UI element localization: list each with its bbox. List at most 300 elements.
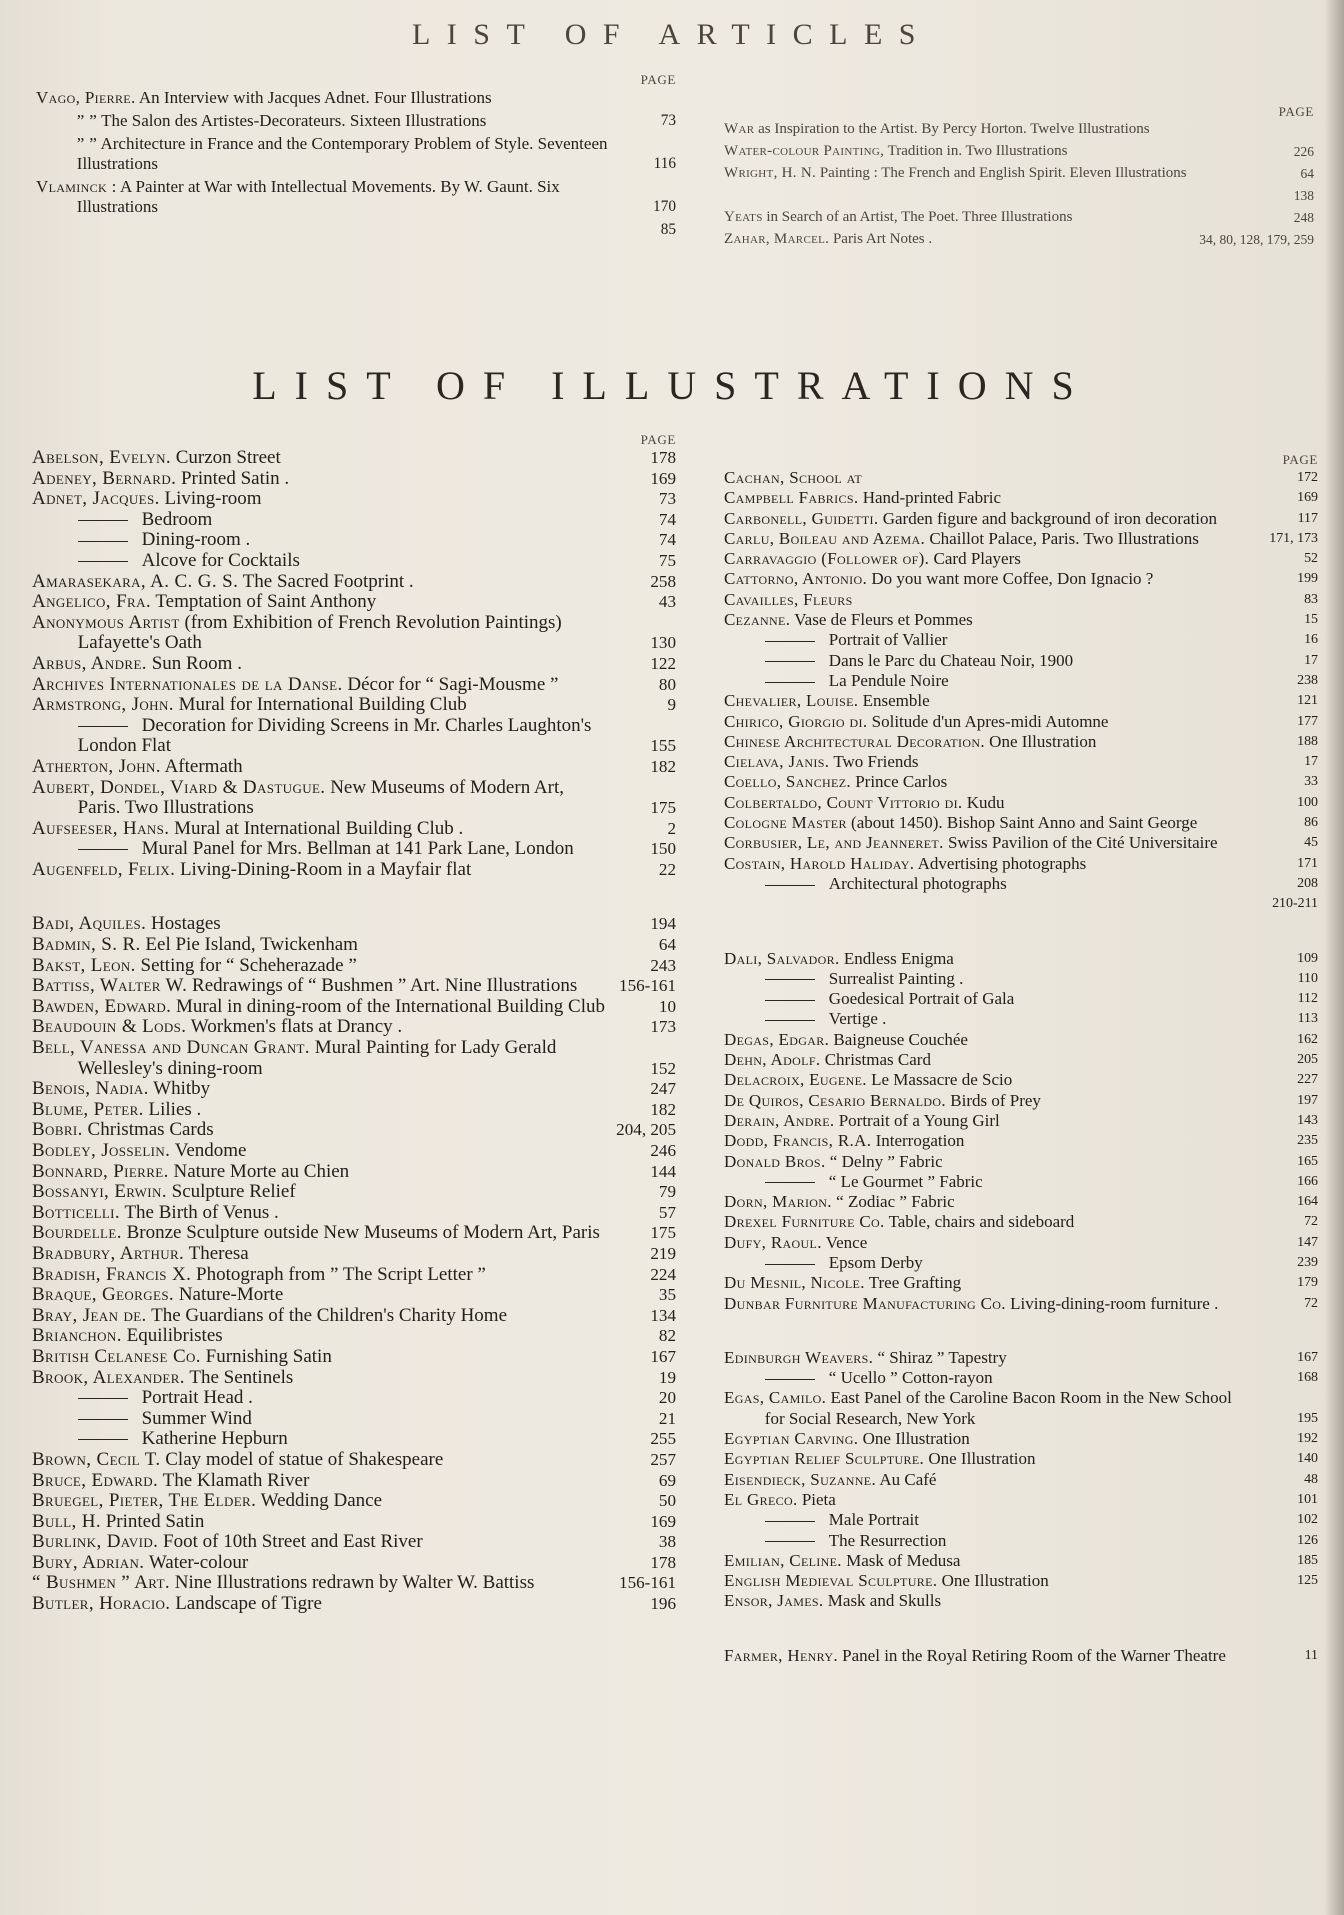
index-entry <box>36 111 676 131</box>
index-entry <box>32 935 676 956</box>
entry-title: Clay model of statue of Shakespeare <box>165 1448 444 1470</box>
ditto-dash <box>765 885 815 886</box>
index-entry <box>724 208 1314 227</box>
articles-heading: LIST OF ARTICLES <box>411 18 932 51</box>
entry-name: Bawden, Edward. <box>32 995 172 1017</box>
entry-title: Wedding Dance <box>260 1490 383 1512</box>
entry-text <box>32 1120 608 1141</box>
entry-title: Tree Grafting <box>868 1273 962 1293</box>
page-number: 156-161 <box>619 976 676 996</box>
page-number: 80 <box>658 674 676 694</box>
entry-title: Chaillot Palace, Paris. Two Illustrations <box>929 528 1199 548</box>
entry-title: Birds of Prey <box>950 1090 1041 1110</box>
page-number: 152 <box>650 1058 676 1078</box>
page-number: 74 <box>658 509 676 529</box>
index-entry <box>32 1306 676 1327</box>
entry-name: Brown, Cecil T. <box>32 1448 161 1470</box>
page-number: 20 <box>658 1388 676 1408</box>
entry-title: “ Ucello ” Cotton-rayon <box>828 1368 993 1388</box>
section-gap <box>724 1314 1318 1348</box>
page-number: 169 <box>650 468 676 488</box>
entry-name: Zahar, Marcel. <box>724 231 830 247</box>
entry-title: One Illustration <box>928 1449 1036 1469</box>
entry-name: Edinburgh Weavers. <box>724 1347 874 1367</box>
entry-name: Donald Bros. <box>724 1151 826 1171</box>
index-entry <box>32 956 676 977</box>
page-number: 134 <box>650 1305 676 1325</box>
ditto-dash <box>78 1398 128 1399</box>
index-entry <box>32 1120 676 1141</box>
index-entry <box>724 691 1318 711</box>
entry-name: Vlaminck : <box>36 177 117 196</box>
entry-text <box>36 88 610 108</box>
entry-name: Brook, Alexander. <box>32 1366 185 1388</box>
page-number: 9 <box>667 695 676 715</box>
index-entry <box>724 142 1314 161</box>
page-number: 166 <box>1297 1173 1318 1189</box>
entry-name: Bradish, Francis X. <box>32 1263 192 1285</box>
index-entry <box>724 1388 1318 1429</box>
index-entry <box>32 1471 676 1492</box>
entry-text <box>724 1233 1246 1253</box>
entry-title: Surrealist Painting . <box>828 968 964 988</box>
page-number: 178 <box>650 1552 676 1572</box>
entry-text <box>724 874 1246 894</box>
entry-title: Photograph from ” The Script Letter ” <box>196 1263 486 1285</box>
index-entry <box>724 1192 1318 1212</box>
page-number: 83 <box>1304 591 1318 607</box>
entry-text <box>724 590 1246 610</box>
entry-text <box>32 1162 610 1183</box>
entry-text <box>724 1551 1246 1571</box>
entry-title: Bronze Sculpture outside New Museums of Modern Art, Paris <box>126 1222 600 1244</box>
page-number: 121 <box>1297 693 1318 709</box>
page-number: 208 <box>1297 875 1318 891</box>
index-entry <box>724 1009 1318 1029</box>
entry-text <box>32 1429 610 1450</box>
entry-text <box>724 1470 1246 1490</box>
entry-text <box>32 695 610 716</box>
entry-name: Battiss, Walter W. <box>32 975 188 997</box>
entry-name: Derain, Andre. <box>724 1110 835 1130</box>
entry-text <box>32 654 610 675</box>
entry-title: Redrawings of “ Bushmen ” Art. Nine Illustrations <box>192 975 578 997</box>
index-entry <box>724 630 1318 650</box>
entry-name: Brianchon. <box>32 1325 122 1347</box>
entry-name: Amarasekara, A. C. G. S. <box>32 570 239 592</box>
index-entry <box>32 613 676 654</box>
index-entry <box>32 778 676 819</box>
page-number: 195 <box>1297 1410 1318 1426</box>
entry-text <box>724 142 1248 161</box>
page-number: 102 <box>1297 1512 1318 1528</box>
entry-text <box>724 468 1246 488</box>
entry-text <box>724 989 1246 1009</box>
illustrations-right-column <box>724 452 1318 1666</box>
entry-title: Baigneuse Couchée <box>833 1029 968 1049</box>
entry-text <box>32 551 610 572</box>
entry-text <box>32 976 610 997</box>
entry-name: Farmer, Henry. <box>724 1645 838 1665</box>
entry-text <box>724 1571 1246 1591</box>
page-number: 147 <box>1297 1234 1318 1250</box>
index-entry <box>724 230 1314 249</box>
index-entry <box>724 949 1318 969</box>
entry-name: Cattorno, Antonio. <box>724 569 868 589</box>
index-entry <box>724 732 1318 752</box>
entry-name: Water-colour Painting, <box>724 143 885 159</box>
page-number: 143 <box>1297 1112 1318 1128</box>
page-number: 239 <box>1297 1254 1318 1270</box>
index-entry <box>724 1050 1318 1070</box>
page-number: 204, 205 <box>616 1120 676 1140</box>
entry-text <box>32 757 610 778</box>
entry-name: Augenfeld, Felix. <box>32 858 176 880</box>
entry-text <box>724 813 1246 833</box>
entry-text <box>724 1368 1246 1388</box>
index-entry <box>724 1470 1318 1490</box>
entry-text <box>32 997 610 1018</box>
index-entry <box>32 914 676 935</box>
entry-title: “ Le Gourmet ” Fabric <box>828 1171 983 1191</box>
entry-title: Mural for International Building Club <box>178 694 467 716</box>
entry-text <box>32 1285 610 1306</box>
index-entry <box>32 1450 676 1471</box>
entry-name: Bobri. <box>32 1119 83 1141</box>
entry-name: Aubert, Dondel, Viard & Dastugue. <box>32 776 326 798</box>
index-entry <box>724 813 1318 833</box>
entry-title: Vertige . <box>828 1009 887 1029</box>
page-number: 10 <box>658 996 676 1016</box>
index-entry <box>724 488 1318 508</box>
page-number: 182 <box>650 1099 676 1119</box>
index-entry <box>724 1070 1318 1090</box>
page-number: 101 <box>1297 1491 1318 1507</box>
entry-title: Christmas Cards <box>87 1119 214 1141</box>
page-column-label: PAGE <box>640 72 676 87</box>
page-number: 19 <box>658 1367 676 1387</box>
entry-title: Goedesical Portrait of Gala <box>828 989 1015 1009</box>
page-number: 140 <box>1297 1451 1318 1467</box>
index-entry <box>724 1273 1318 1293</box>
page-number: 113 <box>1297 1011 1318 1027</box>
entry-title: Male Portrait <box>828 1510 919 1530</box>
illustrations-heading: LIST OF ILLUSTRATIONS <box>252 363 1092 408</box>
entry-text <box>724 1646 1246 1666</box>
entry-text <box>32 1573 610 1594</box>
entry-name: Dali, Salvador. <box>724 948 840 968</box>
index-entry <box>724 752 1318 772</box>
entry-title: Au Café <box>879 1469 937 1489</box>
entry-title: One Illustration <box>989 731 1097 751</box>
entry-name: Bull, H. <box>32 1510 101 1532</box>
entry-text <box>724 1070 1246 1090</box>
index-entry <box>724 793 1318 813</box>
entry-name: Delacroix, Eugene. <box>724 1070 867 1090</box>
index-entry <box>724 1429 1318 1449</box>
entry-title: Sun Room . <box>151 652 242 674</box>
entry-text <box>724 732 1246 752</box>
page-number: 227 <box>1297 1072 1318 1088</box>
entry-text <box>724 1212 1246 1232</box>
entry-name: British Celanese Co. <box>32 1345 201 1367</box>
entry-text <box>32 1182 610 1203</box>
entry-text <box>32 448 610 469</box>
entry-title: Painting : The French and English Spirit. Eleven Illustrations <box>819 165 1187 181</box>
index-entry <box>724 186 1314 205</box>
entry-title: The Salon des Artistes-Decorateurs. Sixteen Illustrations <box>101 111 487 130</box>
index-entry <box>32 1017 676 1038</box>
page-number: 34, 80, 128, 179, 259 <box>1199 232 1314 247</box>
page-number: 210-211 <box>1272 896 1318 912</box>
entry-text <box>32 1223 610 1244</box>
entry-title: Dining-room . <box>141 529 251 551</box>
entry-title: Pieta <box>801 1489 836 1509</box>
entry-text <box>32 1079 610 1100</box>
articles-left-column <box>36 72 676 243</box>
entry-text <box>724 1294 1246 1314</box>
entry-title: An Interview with Jacques Adnet. Four Illustrations <box>138 88 492 107</box>
entry-name: Carlu, Boileau and Azema. <box>724 528 926 548</box>
entry-text <box>32 819 610 840</box>
page-number: 167 <box>650 1346 676 1366</box>
page-number: 126 <box>1297 1532 1318 1548</box>
page-number: 258 <box>650 571 676 591</box>
entry-title: Mural in dining-room of the International Building Club <box>175 995 606 1017</box>
page-number: 172 <box>1297 470 1318 485</box>
page-number: 246 <box>650 1141 676 1160</box>
entry-text <box>32 778 610 819</box>
index-entry <box>36 88 676 108</box>
entry-text <box>724 691 1246 711</box>
ditto-dash <box>765 682 815 683</box>
page-column-label: PAGE <box>1278 104 1314 119</box>
entry-name: Bonnard, Pierre. <box>32 1160 169 1182</box>
index-entry <box>724 569 1318 589</box>
entry-text <box>724 1152 1246 1172</box>
entry-title: Architectural photographs <box>828 873 1007 893</box>
entry-title: Epsom Derby <box>828 1252 923 1272</box>
entry-title: Card Players <box>933 549 1021 569</box>
entry-title: Advertising photographs <box>917 853 1087 873</box>
entry-name: Bodley, Josselin. <box>32 1140 171 1161</box>
page-number: 185 <box>1297 1552 1318 1568</box>
entry-name: Yeats <box>724 209 763 225</box>
entry-title: Water-colour <box>148 1551 249 1573</box>
articles-right-column <box>724 104 1314 252</box>
entry-name: Bruce, Edward. <box>32 1469 159 1491</box>
ditto-dash <box>78 726 128 727</box>
ditto-dash <box>765 1379 815 1380</box>
index-entry <box>724 529 1318 549</box>
index-entry <box>32 757 676 778</box>
index-entry <box>32 1409 676 1430</box>
entry-title: (about 1450). Bishop Saint Anno and Saint George <box>851 813 1198 833</box>
index-entry <box>724 1111 1318 1131</box>
entry-text <box>724 630 1246 650</box>
entry-name: Anonymous Artist <box>32 611 180 633</box>
entry-title: Paris Art Notes . <box>832 231 933 247</box>
ditto-dash <box>765 979 815 980</box>
page-number: 192 <box>1297 1431 1318 1447</box>
page-number: 219 <box>650 1243 676 1263</box>
index-entry <box>32 1244 676 1265</box>
page-number: 112 <box>1297 991 1318 1007</box>
page-number: 79 <box>658 1182 676 1202</box>
index-entry <box>724 894 1318 914</box>
entry-name: Dodd, Francis, R.A. <box>724 1131 872 1151</box>
entry-name: “ Bushmen ” Art. <box>32 1572 171 1594</box>
ditto-dash <box>765 1000 815 1001</box>
page-number: 173 <box>650 1017 676 1037</box>
index-entry <box>724 1253 1318 1273</box>
index-entry <box>32 675 676 696</box>
entry-text <box>32 1368 610 1389</box>
page-number: 155 <box>650 736 676 756</box>
entry-text <box>32 1100 610 1121</box>
entry-text <box>32 1471 610 1492</box>
entry-name: Angelico, Fra. <box>32 591 151 613</box>
ditto-dash <box>765 1182 815 1183</box>
index-entry <box>32 695 676 716</box>
ditto-dash <box>78 561 128 562</box>
entry-title: Swiss Pavilion of the Cité Universitaire <box>947 833 1218 853</box>
entry-name: Egyptian Relief Sculpture. <box>724 1449 925 1469</box>
entry-text <box>724 230 1191 249</box>
entry-text <box>36 134 610 174</box>
entry-text <box>32 572 610 593</box>
index-entry <box>724 549 1318 569</box>
page-number: 48 <box>1304 1471 1318 1487</box>
entry-text <box>32 1553 610 1574</box>
page-number: 179 <box>1297 1275 1318 1291</box>
entry-title: Printed Satin <box>105 1510 205 1532</box>
page-number: 73 <box>660 112 676 129</box>
entry-title: “ Delny ” Fabric <box>829 1151 943 1171</box>
page-number: 33 <box>1304 774 1318 790</box>
entry-title: Panel in the Royal Retiring Room of the Warner Theatre <box>842 1645 1226 1665</box>
entry-title: in Search of an Artist, The Poet. Three Illustrations <box>766 209 1073 225</box>
entry-title: “ Shiraz ” Tapestry <box>877 1347 1007 1367</box>
index-entry <box>32 530 676 551</box>
entry-title: Nature-Morte <box>178 1284 284 1306</box>
page-number: 138 <box>1293 188 1314 203</box>
page-number: 110 <box>1297 970 1318 986</box>
page-number: 57 <box>658 1202 676 1222</box>
entry-name: Emilian, Celine. <box>724 1550 842 1570</box>
page-number: 21 <box>658 1408 676 1428</box>
ditto-dash <box>765 1020 815 1021</box>
entry-text <box>724 1531 1246 1551</box>
page-number: 177 <box>1297 713 1318 729</box>
page-number: 69 <box>658 1470 676 1490</box>
entry-name: Arbus, Andre. <box>32 652 147 674</box>
index-entry <box>724 712 1318 732</box>
page-number: 199 <box>1297 571 1318 587</box>
entry-text <box>724 569 1246 589</box>
entry-title: The Sentinels <box>189 1366 294 1388</box>
page-number: 178 <box>650 448 676 467</box>
entry-text <box>32 1491 610 1512</box>
entry-name: Abelson, Evelyn. <box>32 447 171 468</box>
entry-text <box>724 549 1246 569</box>
page-number: 50 <box>658 1491 676 1511</box>
entry-title: Ensemble <box>862 691 930 711</box>
entry-text <box>724 969 1246 989</box>
page-number: 182 <box>650 756 676 776</box>
index-entry <box>724 610 1318 630</box>
entry-title: Mural Panel for Mrs. Bellman at 141 Park Lane, London <box>141 838 574 860</box>
entry-title: Living-Dining-Room in a Mayfair flat <box>179 858 472 880</box>
entry-title: New Museums of Modern Art, Paris. Two Illustrations <box>77 776 564 819</box>
entry-name: War <box>724 121 755 137</box>
ditto-dash <box>765 1521 815 1522</box>
ditto-dash <box>765 641 815 642</box>
index-entry <box>724 1571 1318 1591</box>
index-entry <box>32 860 676 881</box>
ditto-dash <box>78 541 128 542</box>
entry-text <box>32 716 610 757</box>
page-number: 169 <box>650 1511 676 1531</box>
entry-title: Alcove for Cocktails <box>141 549 300 571</box>
entry-name: Butler, Horacio. <box>32 1593 171 1615</box>
entry-title: The Guardians of the Children's Charity Home <box>151 1304 508 1326</box>
index-entry <box>724 468 1318 488</box>
index-entry <box>724 164 1314 183</box>
page-number: 2 <box>667 818 676 838</box>
index-entry <box>724 590 1318 610</box>
index-entry <box>32 1429 676 1450</box>
entry-name: El Greco. <box>724 1489 798 1509</box>
page-number: 175 <box>650 1223 676 1243</box>
index-entry <box>724 1646 1318 1666</box>
entry-text <box>32 1306 610 1327</box>
entry-text <box>32 935 610 956</box>
entry-name: Bray, Jean de. <box>32 1304 147 1326</box>
entry-name: Costain, Harold Haliday. <box>724 853 915 873</box>
index-entry <box>32 1162 676 1183</box>
entry-text <box>724 1131 1246 1151</box>
entry-name: ” ” <box>76 111 98 130</box>
entry-text <box>32 1244 610 1265</box>
entry-title: Living-dining-room furniture . <box>1010 1293 1219 1313</box>
entry-title: La Pendule Noire <box>828 670 949 690</box>
entry-text <box>724 509 1246 529</box>
entry-name: Badmin, S. R. <box>32 934 141 956</box>
index-entry <box>724 989 1318 1009</box>
page-number: 197 <box>1297 1092 1318 1108</box>
entry-text <box>724 1172 1246 1192</box>
entry-text <box>32 613 610 654</box>
section-gap <box>32 880 676 914</box>
entry-text <box>724 772 1246 792</box>
entry-title: Hostages <box>151 913 221 935</box>
entry-text <box>32 675 610 696</box>
entry-text <box>724 1273 1246 1293</box>
entry-text <box>724 1388 1246 1429</box>
entry-title: Mural at International Building Club . <box>174 817 464 839</box>
entry-text <box>32 1512 610 1533</box>
entry-title: Vendome <box>174 1140 247 1161</box>
index-entry <box>32 1141 676 1162</box>
entry-name: Bourdelle. <box>32 1222 122 1244</box>
entry-name: Egyptian Carving. <box>724 1429 859 1449</box>
entry-title: Nature Morte au Chien <box>173 1160 350 1182</box>
entry-title: The Klamath River <box>162 1469 310 1491</box>
page-number: 35 <box>658 1285 676 1305</box>
page-number: 205 <box>1297 1052 1318 1068</box>
entry-title: Two Friends <box>833 752 919 772</box>
